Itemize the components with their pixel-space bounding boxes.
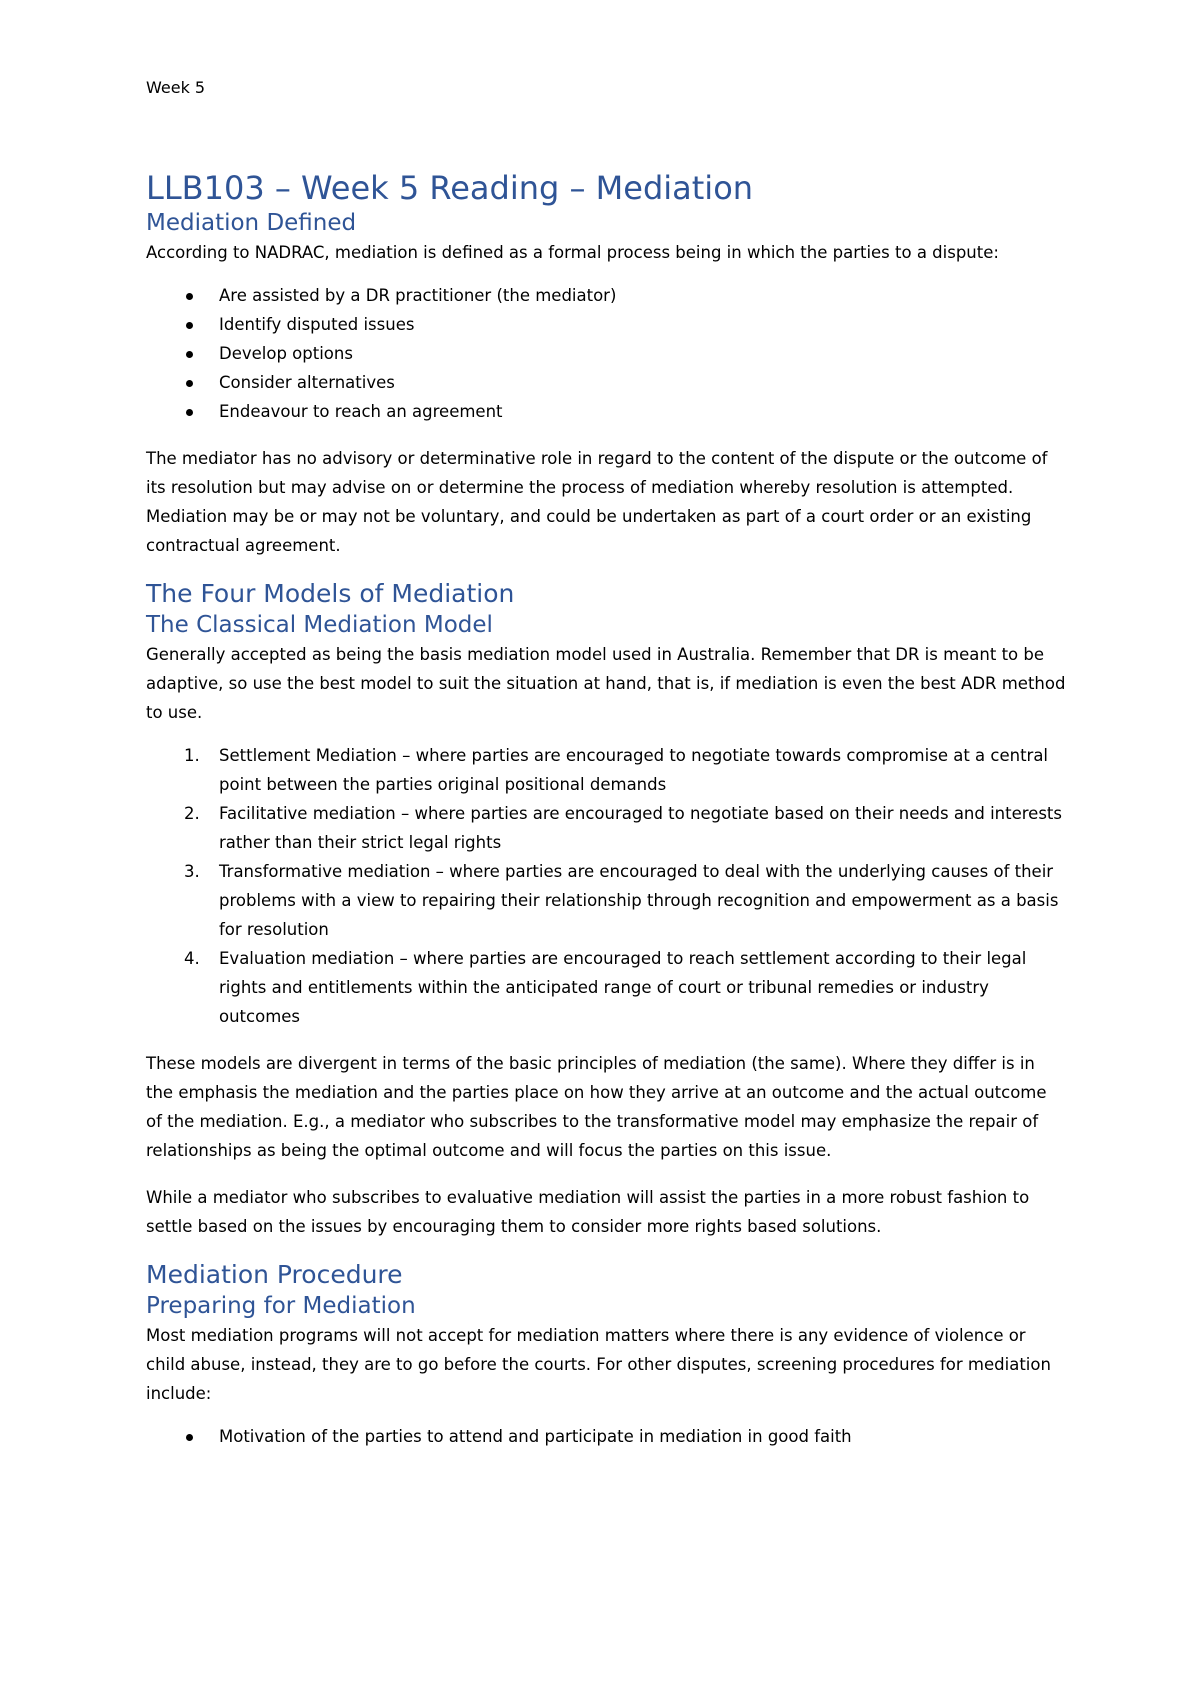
- heading-four-models: The Four Models of Mediation: [146, 579, 515, 608]
- list-item: 4. Evaluation mediation – where parties are encouraged to reach settlement according to their legal rights and entitlements within the anticipated range of court or tribunal remedies or industry outcomes: [184, 949, 1027, 1026]
- heading-mediation-procedure: Mediation Procedure: [146, 1260, 403, 1289]
- bullet-icon: [186, 351, 193, 358]
- models-paragraph-1: These models are divergent in terms of the basic principles of mediation (the same). Where they differ is in the emphasis the mediation and the parties place on how they arrive at an outcome and the actual outcome of the mediation. E.g., a mediator who subscribes to the transformative model may emphasize the repair of relationships as being the optimal outcome and will focus the parties on this issue.: [146, 1054, 1047, 1160]
- list-item: 1. Settlement Mediation – where parties are encouraged to negotiate towards compromise at a central point between the parties original positional demands: [184, 746, 1049, 794]
- heading-mediation-defined: Mediation Defined: [146, 210, 357, 236]
- list-item: Endeavour to reach an agreement: [146, 397, 1066, 426]
- list-item: 2. Facilitative mediation – where parties are encouraged to negotiate based on their needs and interests rather than their strict legal rights: [184, 804, 1062, 852]
- models-numbered-list: [146, 741, 1066, 1031]
- bullet-icon: [186, 293, 193, 300]
- defined-bullet-list: [146, 281, 1066, 426]
- defined-intro: According to NADRAC, mediation is defined as a formal process being in which the parties to a dispute:: [146, 243, 999, 262]
- list-item: Identify disputed issues: [146, 310, 1066, 339]
- list-item: Motivation of the parties to attend and participate in mediation in good faith: [146, 1422, 1066, 1451]
- bullet-icon: [186, 1434, 193, 1441]
- page-header: Week 5: [146, 78, 206, 97]
- bullet-icon: [186, 322, 193, 329]
- bullet-icon: [186, 380, 193, 387]
- list-item: Are assisted by a DR practitioner (the mediator): [146, 281, 1066, 310]
- defined-paragraph: The mediator has no advisory or determinative role in regard to the content of the dispute or the outcome of its resolution but may advise on or determine the process of mediation whereby resolution is attempted. Mediation may be or may not be voluntary, and could be undertaken as part of a court order or an existing contractual agreement.: [146, 449, 1048, 555]
- procedure-intro: Most mediation programs will not accept for mediation matters where there is any evidence of violence or child abuse, instead, they are to go before the courts. For other disputes, screening procedures for mediation include:: [146, 1326, 1051, 1403]
- document-body: [146, 168, 1066, 1451]
- bullet-icon: [186, 409, 193, 416]
- list-item: Consider alternatives: [146, 368, 1066, 397]
- list-item: 3. Transformative mediation – where parties are encouraged to deal with the underlying causes of their problems with a view to repairing their relationship through recognition and empowerment as a basis for resolution: [184, 862, 1059, 939]
- list-item: Develop options: [146, 339, 1066, 368]
- heading-classical-model: The Classical Mediation Model: [146, 612, 493, 638]
- document-title: LLB103 – Week 5 Reading – Mediation: [146, 169, 754, 207]
- models-paragraph-2: While a mediator who subscribes to evaluative mediation will assist the parties in a more robust fashion to settle based on the issues by encouraging them to consider more rights based solutions.: [146, 1188, 1030, 1236]
- procedure-bullet-list: [146, 1422, 1066, 1451]
- heading-preparing: Preparing for Mediation: [146, 1293, 416, 1319]
- models-intro: Generally accepted as being the basis mediation model used in Australia. Remember that DR is meant to be adaptive, so use the best model to suit the situation at hand, that is, if mediation is even the best ADR method to use.: [146, 645, 1066, 722]
